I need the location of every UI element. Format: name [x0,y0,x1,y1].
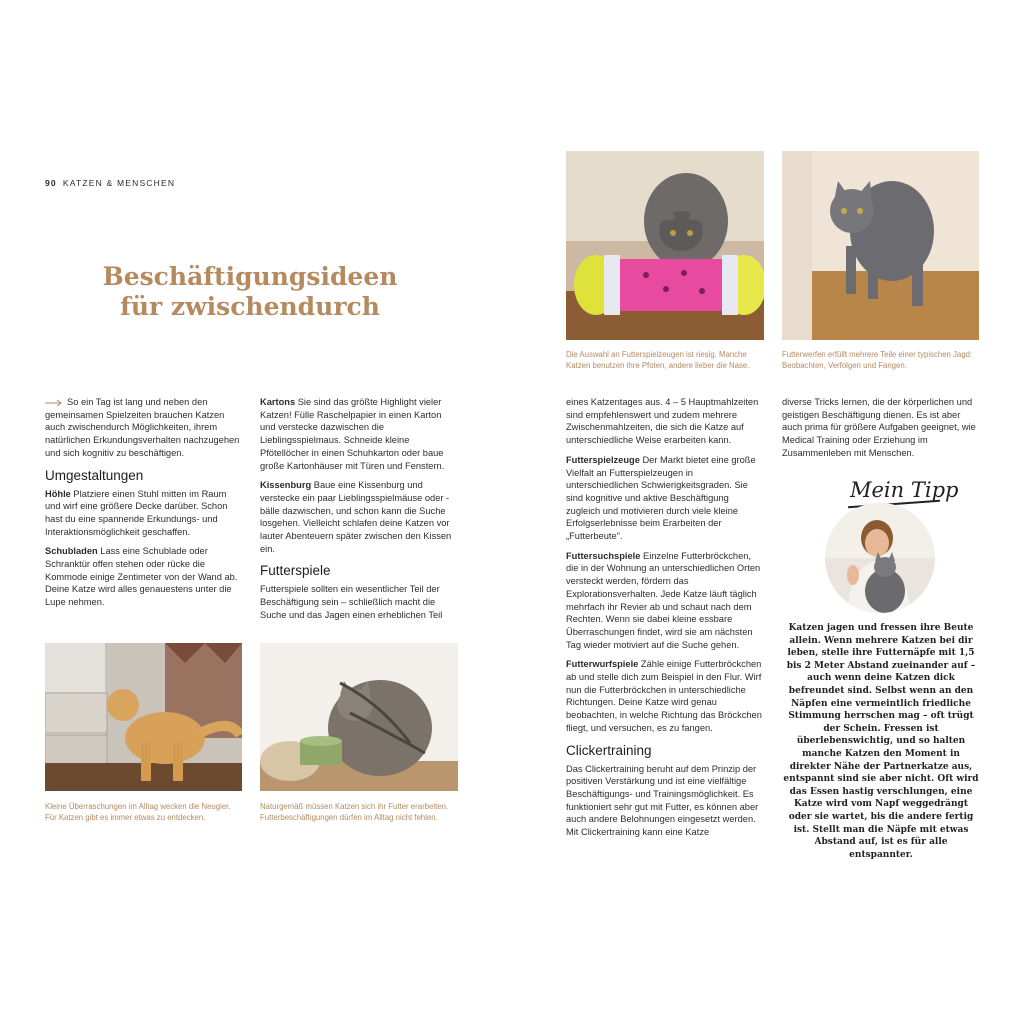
photo-cat-drawer [45,643,242,791]
caption-photo-1: Kleine Überraschungen im Alltag wecken die Neugier. Für Katzen gibt es immer etwas zu entdecken. [45,802,231,822]
paragraph-hoehle: Höhle Platziere einen Stuhl mitten im Raum und wirf eine größere Decke darüber. Schon hast du eine spannende Erkundungs- und Interaktionsmöglichkeit geschaffen. [45,488,228,537]
paragraph-kissenburg: Kissenburg Baue eine Kissenburg und verstecke ein paar Lieblingsspielmäuse oder -bälle dazwischen, und schon kann die Suche losgehen. Vielleicht schlafen deine Katzen vor lauter Abenteuern später zwischen den Kissen ein. [260,480,452,554]
paragraph-futterspiele: Futterspiele sollten ein wesentlicher Teil der Beschäftigung sein – schließlich macht die Suche und das Jagen einen erheblichen Teil [260,584,443,620]
text-column-3 [566,396,763,846]
running-title: KATZEN & MENSCHEN [62,178,176,188]
tipp-heading: Mein Tipp [850,478,959,502]
caption-photo-2: Naturgemäß müssen Katzen sich ihr Futter erarbeiten. Futterbeschäftigungen dürfen im Alltag nicht fehlen. [260,802,449,822]
paragraph-kartons: Kartons Sie sind das größte Highlight vieler Katzen! Fülle Raschelpapier in einen Karton und verstecke dazwischen die Lieblingsspielmaus. Schneide kleine Pfötellöcher in einen Schuhkarton oder baue große Kartonhäuser mit Türen und Fenstern. [260,397,445,471]
caption-photo-4: Futterwerfen erfüllt mehrere Teile einer typischen Jagd: Beobachten, Verfolgen und Fangen. [782,350,973,370]
photo-cat-food-roller [566,151,764,340]
tipp-text: Katzen jagen und fressen ihre Beute allein. Wenn mehrere Katzen bei dir leben, stelle ihre Futternäpfe mit 1,5 bis 2 Meter Abstand zueinander auf – auch wenn deine Katzen dick befreundet sind. Selbst wenn an den Näpfen eine vermeintlich friedliche Stimmung herrschen mag – oft trügt der Schein. Fressen ist überlebenswichtig, und so halten manche Katzen den Moment in direkter Nähe der Partnerkatze aus, entspannt sind sie aber nicht. Oft wird das Essen hastig verschlungen, eine Katze wird vom Napf weggedrängt oder sie wartet, bis die andere fertig ist. Stellt man die Näpfe mit etwas Abstand auf, ist es für alle entspannter. [783,623,979,860]
text-column-2 [260,396,458,629]
paragraph-clickertraining: Das Clickertraining beruht auf dem Prinzip der positiven Verstärkung und ist eine vielfältige Beschäftigungs- und Trainingsmöglichkeit. Es funktioniert sehr gut mit Futter, es können aber auch andere Belohnungen eingesetzt werden. Mit Clickertraining kann eine Katze [566,763,759,838]
title-line-2: für zwischendurch [120,292,380,321]
intro-paragraph: So ein Tag ist lang und neben den gemeinsamen Spielzeiten brauchen Katzen auch zwischendurch Möglichkeiten, ihrem natürlichen Erkundungsverhalten nachzugehen und sich kognitiv zu beschäftigen. [45,397,240,458]
paragraph-katzentag: eines Katzentages aus. 4 – 5 Hauptmahlzeiten sind empfehlenswert und zudem mehrere Zwischenmahlzeiten, die sich die Katze auf unterschiedliche Weise erarbeiten kann. [566,397,759,446]
section-heading-umgestaltungen: Umgestaltungen [45,467,144,483]
page-title [60,262,440,322]
caption-photo-3: Die Auswahl an Futterspielzeugen ist riesig. Manche Katzen benutzen ihre Pfoten, andere lieber die Nase. [566,350,750,370]
running-head [45,178,175,188]
text-column-1 [45,396,241,616]
author-avatar [825,503,935,613]
section-heading-clickertraining: Clickertraining [566,742,652,758]
paragraph-futterspielzeuge: Futterspielzeuge Der Markt bietet eine große Vielfalt an Futterspielzeugen in unterschiedlichen Schwierigkeitsgraden. Sie sind kognitive und aktive Beschäftigung zugleich und motivieren durch viele kleine Erfolgserlebnisse beim Erarbeiten der „Futterbeute". [566,454,756,542]
paragraph-futterwurfspiele: Futterwurfspiele Zähle einige Futterbröckchen ab und stelle dich zum Beispiel in den Flur. Wirf nun die Futterbröckchen in unterschiedliche Richtungen. Deine Katze wird genau beobachten, in welche Richtung das Bröckchen fliegt, und versuchen, es zu fangen. [566,659,762,733]
paragraph-tricks: diverse Tricks lernen, die der körperlichen und geistigen Beschäftigung dienen. Es ist aber auch prima für größere Aufgaben geeignet, wie Medical Training oder Erziehung im Zusammenleben mit Menschen. [782,397,976,458]
paragraph-schubladen: Schubladen Lass eine Schublade oder Schranktür offen stehen oder rücke die Kommode einige Zentimeter von der Wand ab. Deine Katze wird alles genauestens unter die Lupe nehmen. [45,546,238,608]
title-line-1: Beschäftigungsideen [102,262,398,291]
photo-cat-food-toy [260,643,458,791]
photo-cat-jumping [782,151,979,340]
section-heading-futterspiele: Futterspiele [260,563,331,579]
page-number: 90 [45,178,57,188]
arrow-right-icon [45,399,63,407]
text-column-4 [782,396,980,467]
paragraph-futtersuchspiele: Futtersuchspiele Einzelne Futterbröckchen, die in der Wohnung an unterschiedlichen Orten versteckt werden, fördern das Explorationsverhalten. Jede Katze läuft täglich mehrfach ihr Revier ab und schaut nach dem Rechten. Wenn sie dabei kleine essbare Überraschungen findet, wird sie am nächsten Tag wieder motiviert auf die Suche gehen. [566,550,761,650]
